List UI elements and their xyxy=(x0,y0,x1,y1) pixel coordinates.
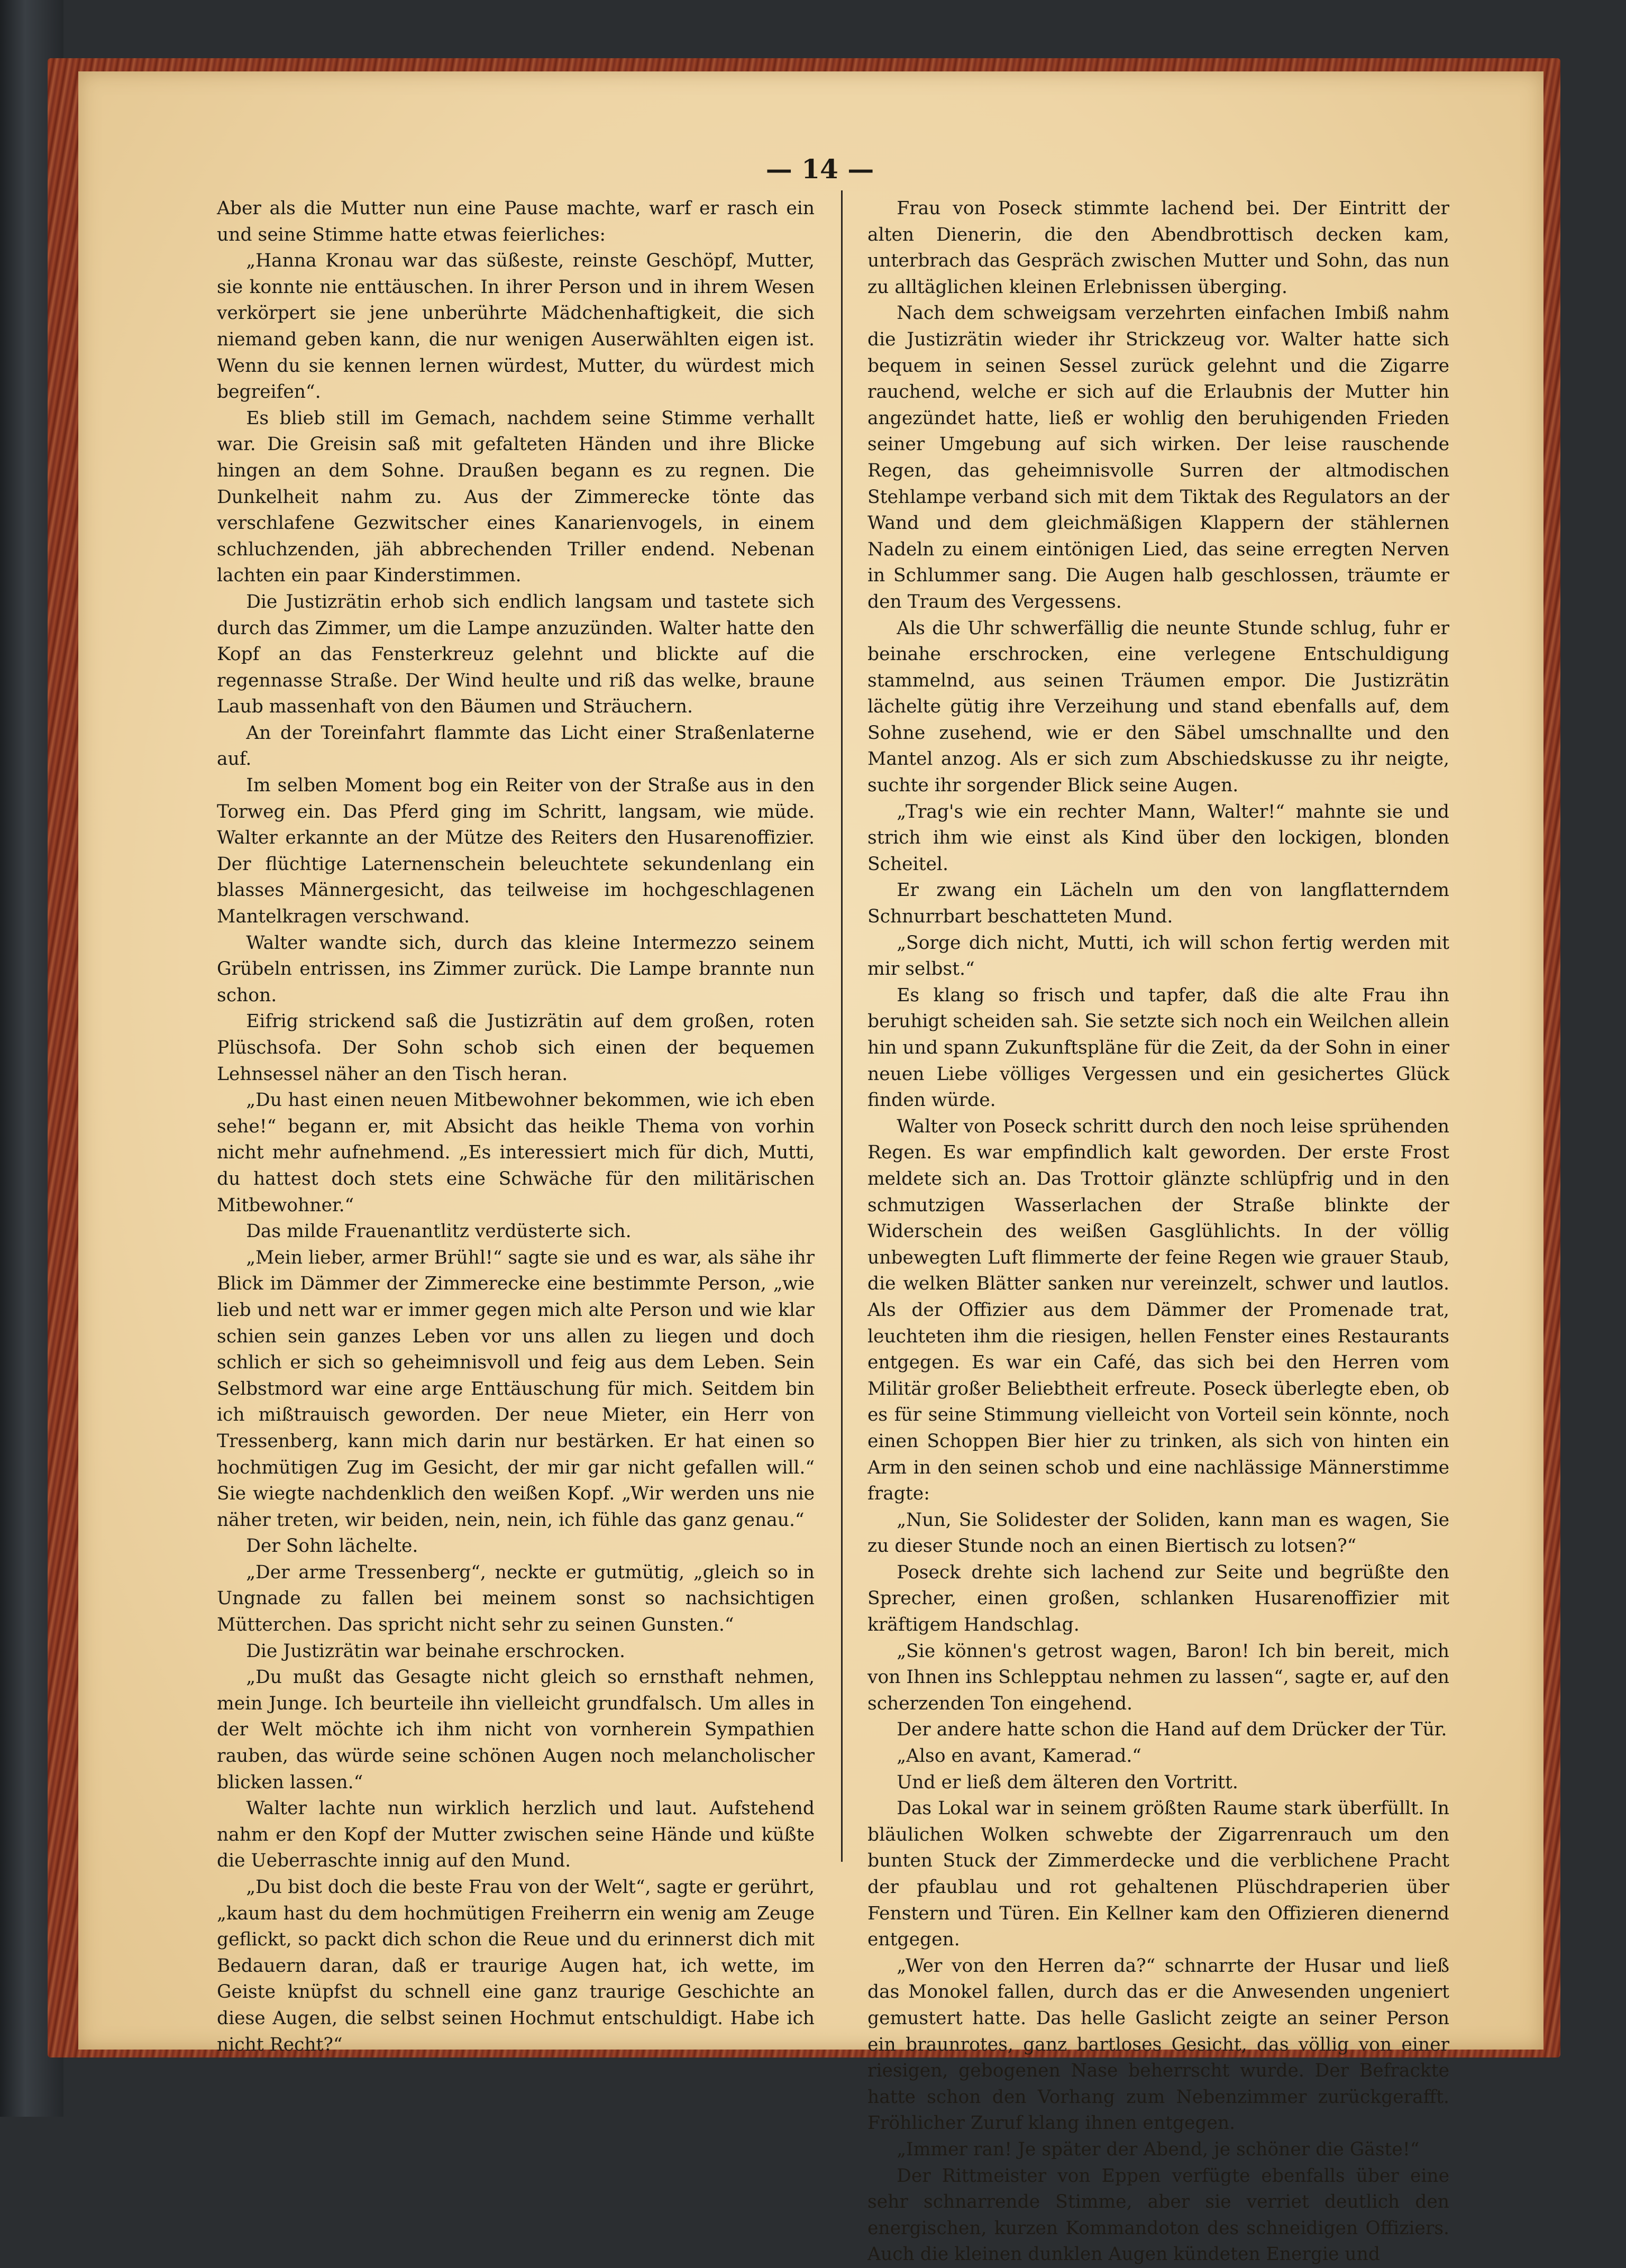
book-edge xyxy=(1560,0,1626,2117)
paragraph: Der Rittmeister von Eppen verfügte ebenfalls über eine sehr schnarrende Stimme, aber sie verriet deutlich den energischen, kurzen Kommandoton des schneidigen Offiziers. Auch die kleinen dunklen Augen kündeten Energie und xyxy=(867,2165,1449,2265)
paragraph: Im selben Moment bog ein Reiter von der Straße aus in den Torweg ein. Das Pferd ging im Schritt, langsam, wie müde. Walter erkannte an der Mütze des Reiters den Husarenoffizier. Der flüchtige Laternenschein beleuchtete sekundenlang ein blasses Männergesicht, das teilweise im hochgeschlagenen Mantelkragen verschwand. xyxy=(217,775,815,928)
paragraph: Poseck drehte sich lachend zur Seite und begrüßte den Sprecher, einen großen, schlanken Husarenoffizier mit kräftigem Handschlag. xyxy=(867,1561,1449,1636)
paragraph: „Du mußt das Gesagte nicht gleich so ernsthaft nehmen, mein Junge. Ich beurteile ihn vielleicht grundfalsch. Um alles in der Welt möchte ich ihm nicht von vornherein Sympathien rauben, das würde seine schönen Augen noch melancholischer blicken lassen.“ xyxy=(217,1667,815,1793)
paragraph: Der andere hatte schon die Hand auf dem Drücker der Tür. xyxy=(897,1719,1447,1741)
page-number: — 14 — xyxy=(765,153,874,185)
paragraph: „Immer ran! Je später der Abend, je schöner die Gäste!“ xyxy=(897,2138,1420,2160)
paragraph: Es klang so frisch und tapfer, daß die alte Frau ihn beruhigt scheiden sah. Sie setzte sich noch ein Weilchen allein hin und spann Zukunftspläne für die Zeit, da der Sohn in einer neuen Liebe völliges Vergessen und ein gesichertes Glück finden würde. xyxy=(867,984,1449,1111)
paragraph: „Sorge dich nicht, Mutti, ich will schon fertig werden mit mir selbst.“ xyxy=(867,932,1449,980)
paragraph: Die Justizrätin erhob sich endlich langsam und tastete sich durch das Zimmer, um die Lampe anzuzünden. Walter hatte den Kopf an das Fensterkreuz gelehnt und blickte auf die regennasse Straße. Der Wind heulte und riß das welke, braune Laub massenhaft von den Bäumen und Sträuchern. xyxy=(217,591,815,718)
paragraph: Als die Uhr schwerfällig die neunte Stunde schlug, fuhr er beinahe erschrocken, eine verlegene Entschuldigung stammelnd, aus seinen Träumen empor. Die Justizrätin lächelte gütig ihre Verzeihung und stand ebenfalls auf, dem Sohne zusehend, wie er den Säbel umschnallte und den Mantel anzog. Als er sich zum Abschiedskusse zu ihr neigte, suchte ihr sorgender Blick seine Augen. xyxy=(867,617,1449,797)
paragraph: „Wer von den Herren da?“ schnarrte der Husar und ließ das Monokel fallen, durch das er die Anwesenden ungeniert gemustert hatte. Das helle Gaslicht zeigte an seiner Person ein braunrotes, ganz bartloses Gesicht, das völlig von einer riesigen, gebogenen Nase beherrscht wurde. Der Befrackte hatte schon den Vorhang zum Nebenzimmer zurückgerafft. Fröhlicher Zuruf klang ihnen entgegen. xyxy=(867,1955,1449,2134)
paragraph: Walter wandte sich, durch das kleine Intermezzo seinem Grübeln entrissen, ins Zimmer zurück. Die Lampe brannte nun schon. xyxy=(217,932,815,1006)
right-text-column xyxy=(867,196,1449,2268)
paragraph: Der Sohn lächelte. xyxy=(246,1535,418,1557)
paragraph: „Nun, Sie Solidester der Soliden, kann man es wagen, Sie zu dieser Stunde noch an einen Biertisch zu lotsen?“ xyxy=(867,1509,1449,1557)
paragraph: Aber als die Mutter nun eine Pause machte, warf er rasch ein und seine Stimme hatte etwas feierliches: xyxy=(217,198,815,245)
paragraph: „Hanna Kronau war das süßeste, reinste Geschöpf, Mutter, sie konnte nie enttäuschen. In ihrer Person und in ihrem Wesen verkörpert sie jene unberührte Mädchenhaftigkeit, die sich niemand geben kann, die nur wenigen Auserwählten eigen ist. Wenn du sie kennen lernen würdest, Mutter, du würdest mich begreifen“. xyxy=(217,250,815,403)
paragraph: Es blieb still im Gemach, nachdem seine Stimme verhallt war. Die Greisin saß mit gefalteten Händen und ihre Blicke hingen an dem Sohne. Draußen begann es zu regnen. Die Dunkelheit nahm zu. Aus der Zimmerecke tönte das verschlafene Gezwitscher eines Kanarienvogels, in einem schluchzenden, jäh abbrechenden Triller endend. Nebenan lachten ein paar Kinderstimmen. xyxy=(217,407,815,587)
column-divider xyxy=(841,190,843,1862)
paragraph: Eifrig strickend saß die Justizrätin auf dem großen, roten Plüschsofa. Der Sohn schob sich einen der bequemen Lehnsessel näher an den Tisch heran. xyxy=(217,1011,815,1085)
paragraph: Das milde Frauenantlitz verdüsterte sich. xyxy=(246,1221,632,1242)
paragraph: Walter lachte nun wirklich herzlich und laut. Aufstehend nahm er den Kopf der Mutter zwischen seine Hände und küßte die Ueberraschte innig auf den Mund. xyxy=(217,1798,815,1872)
paragraph: „Du hast einen neuen Mitbewohner bekommen, wie ich eben sehe!“ begann er, mit Absicht das heikle Thema von vorhin nicht mehr aufnehmend. „Es interessiert mich für dich, Mutti, du hattest doch stets eine Schwäche für den militärischen Mitbewohner.“ xyxy=(217,1090,815,1216)
paragraph: „Du bist doch die beste Frau von der Welt“, sagte er gerührt, „kaum hast du dem hochmütigen Freiherrn ein wenig am Zeuge geflickt, so packt dich schon die Reue und du erinnerst dich mit Bedauern daran, daß er traurige Augen hat, ich wette, im Geiste knüpfst du schnell eine ganz traurige Geschichte an diese Augen, die selbst seinen Hochmut entschuldigt. Habe ich nicht Recht?“ xyxy=(217,1877,815,2055)
paragraph: Und er ließ dem älteren den Vortritt. xyxy=(897,1771,1238,1793)
paragraph: „Der arme Tressenberg“, neckte er gutmütig, „gleich so in Ungnade zu fallen bei meinem sonst so nachsichtigen Mütterchen. Das spricht nicht sehr zu seinen Gunsten.“ xyxy=(217,1561,815,1636)
paragraph: Die Justizrätin war beinahe erschrocken. xyxy=(246,1640,625,1662)
paragraph: Frau von Poseck stimmte lachend bei. Der Eintritt der alten Dienerin, die den Abendbrottisch decken kam, unterbrach das Gespräch zwischen Mutter und Sohn, das nun zu alltäglichen kleinen Erlebnissen überging. xyxy=(867,198,1449,298)
left-text-column xyxy=(217,196,815,2058)
paragraph: Walter von Poseck schritt durch den noch leise sprühenden Regen. Es war empfindlich kalt geworden. Der erste Frost meldete sich an. Das Trottoir glänzte schlüpfrig und in den schmutzigen Wasserlachen der Straße blinkte der Widerschein des weißen Gasglühlichts. In der völlig unbewegten Luft flimmerte der feine Regen wie grauer Staub, die welken Blätter sanken nur vereinzelt, schwer und lautlos. Als der Offizier aus dem Dämmer der Promenade trat, leuchteten ihm die riesigen, hellen Fenster eines Restaurants entgegen. Es war ein Café, das sich bei den Herren vom Militär großer Beliebtheit erfreute. Poseck überlegte eben, ob es für seine Stimmung vielleicht von Vorteil sein könnte, noch einen Schoppen Bier hier zu trinken, als sich von hinten ein Arm in den seinen schob und eine nachlässige Männerstimme fragte: xyxy=(867,1115,1449,1505)
paragraph: Das Lokal war in seinem größten Raume stark überfüllt. In bläulichen Wolken schwebte der Zigarrenrauch um den bunten Stuck der Zimmerdecke und die verblichene Pracht der pfaublau und rot gehaltenen Plüschdraperien über Fenstern und Türen. Ein Kellner kam den Offizieren dienernd entgegen. xyxy=(867,1798,1449,1951)
paragraph: „Also en avant, Kamerad.“ xyxy=(897,1745,1141,1767)
paragraph: „Sie können's getrost wagen, Baron! Ich bin bereit, mich von Ihnen ins Schlepptau nehmen zu lassen“, sagte er, auf den scherzenden Ton eingehend. xyxy=(867,1640,1449,1714)
paragraph: Er zwang ein Lächeln um den von langflatterndem Schnurrbart beschatteten Mund. xyxy=(867,880,1449,928)
paragraph: Nach dem schweigsam verzehrten einfachen Imbiß nahm die Justizrätin wieder ihr Strickzeug vor. Walter hatte sich bequem in seinen Sessel zurück gelehnt und die Zigarre rauchend, welche er sich auf die Erlaubnis der Mutter hin angezündet hatte, ließ er wohlig den beruhigenden Frieden seiner Umgebung auf sich wirken. Der leise rauschende Regen, das geheimnisvolle Surren der altmodischen Stehlampe verband sich mit dem Tiktak des Regulators an der Wand und dem gleichmäßigen Klappern der stählernen Nadeln zu einem eintönigen Lied, das seine erregten Nerven in Schlummer sang. Die Augen halb geschlossen, träumte er den Traum des Vergessens. xyxy=(867,303,1449,612)
paragraph: „Trag's wie ein rechter Mann, Walter!“ mahnte sie und strich ihm wie einst als Kind über den lockigen, blonden Scheitel. xyxy=(867,801,1449,875)
paragraph: „Mein lieber, armer Brühl!“ sagte sie und es war, als sähe ihr Blick im Dämmer der Zimmerecke eine bestimmte Person, „wie lieb und nett war er immer gegen mich alte Person und wie klar schien sein ganzes Leben vor uns allen zu liegen und doch schlich er sich so geheimnisvoll und feig aus dem Leben. Sein Selbstmord war eine arge Enttäuschung für mich. Seitdem bin ich mißtrauisch geworden. Der neue Mieter, ein Herr von Tressenberg, kann mich darin nur bestärken. Er hat einen so hochmütigen Zug im Gesicht, der mir gar nicht gefallen will.“ Sie wiegte nachdenklich den weißen Kopf. „Wir werden uns nie näher treten, wir beiden, nein, nein, ich fühle das ganz genau.“ xyxy=(217,1247,815,1531)
paragraph: An der Toreinfahrt flammte das Licht einer Straßenlaterne auf. xyxy=(217,722,815,770)
